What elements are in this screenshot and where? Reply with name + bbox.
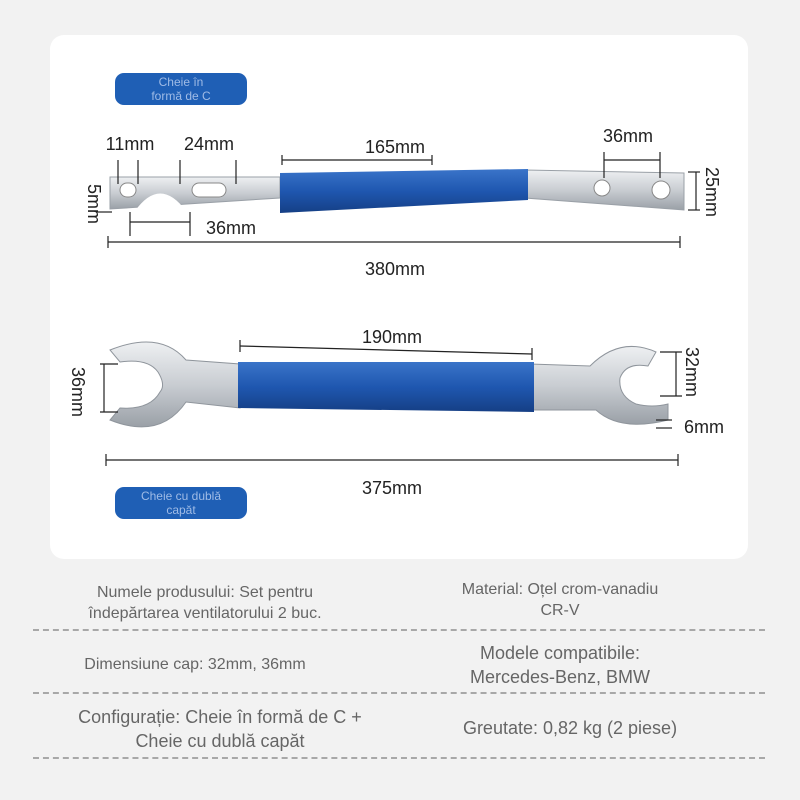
separator-1 — [33, 629, 765, 631]
dim-double-handle: 190mm — [361, 327, 423, 347]
separator-2 — [33, 692, 765, 694]
dim-right-jaw: 32mm — [682, 346, 702, 398]
spec-head-size: Dimensiune cap: 32mm, 36mm — [84, 656, 306, 673]
dim-c-handle: 165mm — [364, 137, 426, 157]
spec-product-name — [60, 582, 350, 624]
dim-left-jaw: 36mm — [68, 366, 88, 418]
spec-material-line1: Material: Oțel crom-vanadiu — [461, 581, 659, 598]
spec-compatible — [420, 641, 700, 689]
double-wrench — [68, 327, 724, 498]
double-wrench-right-head — [530, 346, 668, 424]
spec-configuration-line2: Cheie cu dublă capăt — [135, 731, 305, 751]
spec-weight: Greutate: 0,82 kg (2 piese) — [462, 718, 678, 738]
c-wrench-blue-handle — [280, 169, 528, 213]
spec-configuration — [50, 705, 390, 753]
dim-thickness: 6mm — [684, 417, 724, 437]
badge-c-wrench-line1: Cheie în — [158, 75, 204, 89]
dim-hole-small: 11mm — [105, 134, 155, 154]
spec-product-name-line1: Numele produsului: Set pentru — [96, 584, 314, 601]
dim-hole-slot: 24mm — [183, 134, 235, 154]
spec-compatible-line2: Mercedes-Benz, BMW — [469, 667, 651, 687]
c-wrench-hole-small — [120, 183, 136, 197]
double-wrench-blue-handle — [238, 362, 534, 412]
c-wrench-hole-right-2 — [652, 181, 670, 199]
dim-right-holes: 36mm — [602, 126, 654, 146]
spec-configuration-line1: Configurație: Cheie în formă de C + — [78, 707, 362, 727]
c-wrench-hole-slot — [192, 183, 226, 197]
dim-left-offset: 5mm — [84, 184, 104, 224]
badge-double-wrench-line2: capăt — [166, 503, 196, 517]
dim-c-total: 380mm — [364, 259, 426, 279]
c-wrench — [84, 126, 722, 279]
separator-3 — [33, 757, 765, 759]
badge-c-wrench-line2: formă de C — [151, 89, 211, 103]
badge-double-wrench-line1: Cheie cu dublă — [140, 489, 222, 503]
dim-c-height: 25mm — [702, 166, 722, 218]
c-wrench-hole-right-1 — [594, 180, 610, 196]
dim-double-total: 375mm — [361, 478, 423, 498]
spec-material — [420, 579, 700, 621]
double-wrench-left-head — [110, 342, 240, 427]
spec-compatible-line1: Modele compatibile: — [479, 643, 641, 663]
dim-hook: 36mm — [205, 218, 257, 238]
spec-product-name-line2: îndepărtarea ventilatorului 2 buc. — [88, 605, 322, 622]
spec-material-line2: CR-V — [540, 602, 580, 619]
